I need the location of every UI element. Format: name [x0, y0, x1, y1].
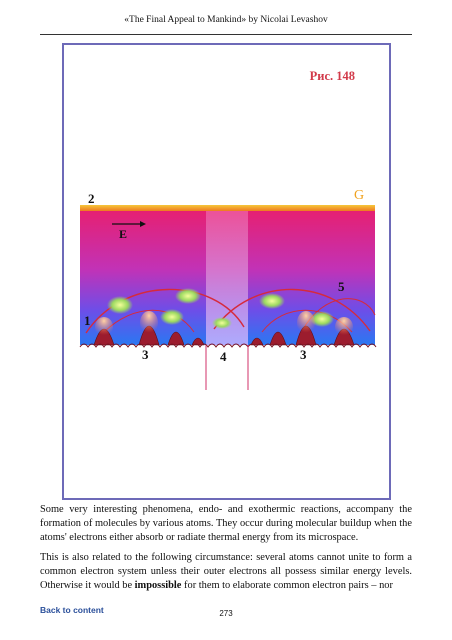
figure-illustration — [64, 45, 389, 498]
label-4: 4 — [220, 349, 227, 364]
page-number: 273 — [219, 609, 233, 618]
label-5: 5 — [338, 279, 345, 294]
cluster-4 — [259, 293, 285, 309]
top-energy-band — [80, 205, 375, 211]
paragraph-1: Some very interesting phenomena, endo- and exothermic reactions, accompany the formation of molecules by various atoms. They occur during molecular buildup when the atoms' electrons either absorb or radiate thermal energy from its microspace. — [40, 504, 412, 544]
label-3-right: 3 — [300, 347, 307, 362]
label-g: G — [354, 188, 365, 203]
running-header: «The Final Appeal to Mankind» by Nicolai Levashov — [124, 15, 328, 25]
cluster-2 — [175, 288, 201, 304]
cluster-6 — [212, 317, 232, 329]
label-3-left: 3 — [142, 347, 149, 362]
back-to-content-link[interactable]: Back to content — [40, 605, 104, 615]
paragraph-2-end: for them to elaborate common electron pairs – nor — [181, 580, 393, 592]
label-1: 1 — [84, 313, 91, 328]
label-e: E — [119, 227, 128, 241]
figure-148 — [62, 43, 391, 500]
figure-caption: Рис. 148 — [309, 69, 355, 83]
paragraph-2 — [40, 551, 412, 594]
paragraph-2-start: This is also related to the following circumstance: several atoms cannot unite to form a common electron system unless their outer electrons all possess similar energy levels. Otherwise it would be — [40, 552, 412, 592]
cluster-3 — [160, 309, 184, 325]
cluster-1 — [107, 296, 133, 314]
header-divider — [40, 34, 412, 35]
paragraph-2-emphasis: impossible — [134, 580, 182, 592]
baseline-scallops — [80, 344, 376, 347]
label-2: 2 — [88, 191, 95, 206]
